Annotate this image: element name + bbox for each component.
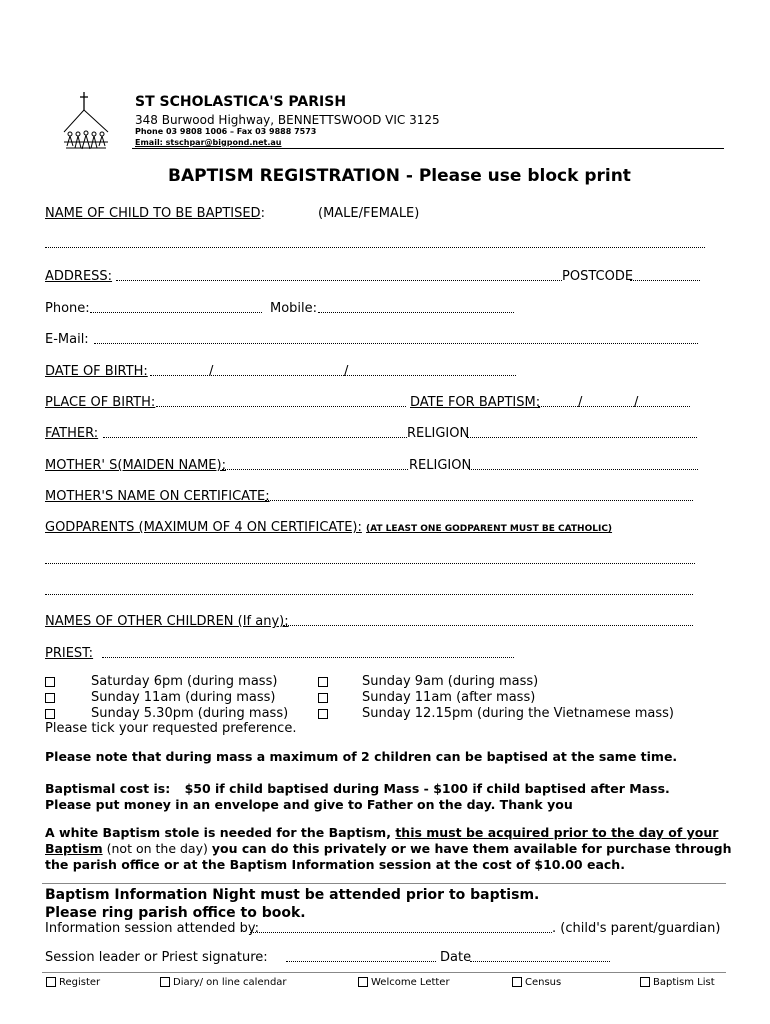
father-label: FATHER:: [45, 426, 99, 441]
other-children-field[interactable]: [283, 625, 693, 626]
stole-line-2: [45, 841, 732, 856]
mother-label: MOTHER' S(MAIDEN NAME):: [45, 458, 226, 473]
office-check-diary[interactable]: [160, 977, 287, 988]
mother-field[interactable]: [222, 469, 408, 470]
checkbox-icon[interactable]: [160, 977, 170, 987]
child-name-field[interactable]: [45, 247, 705, 248]
stole-line-1: [45, 825, 718, 840]
dob-field[interactable]: [150, 375, 516, 376]
max-children-note: Please note that during mass a maximum of 2 children can be baptised at the same time.: [45, 749, 678, 764]
pob-label: PLACE OF BIRTH:: [45, 395, 156, 410]
mother-cert-label: MOTHER'S NAME ON CERTIFICATE:: [45, 489, 270, 504]
godparents-row: [45, 520, 612, 535]
mother-religion-field[interactable]: [469, 469, 698, 470]
mass-option-right-1-label: Sunday 9am (during mass): [362, 674, 539, 689]
address-label: ADDRESS:: [45, 269, 113, 284]
stole-text-underlined-1: this must be acquired prior to the day of your: [395, 825, 719, 840]
father-field[interactable]: [103, 437, 407, 438]
signature-label: Session leader or Priest signature:: [45, 950, 268, 965]
header-rule: [132, 148, 724, 149]
tick-note: Please tick your requested preference.: [45, 721, 297, 736]
signature-field[interactable]: [286, 961, 436, 962]
office-check-census[interactable]: [512, 977, 561, 988]
office-check-welcome-label: Welcome Letter: [371, 977, 450, 988]
cost-text: $50 if child baptised during Mass - $100 if child baptised after Mass.: [184, 781, 670, 796]
mass-option-right-1[interactable]: [318, 674, 539, 689]
mass-option-left-2[interactable]: [45, 690, 276, 705]
stole-line-3: the parish office or at the Baptism Information session at the cost of $10.00 each.: [45, 857, 625, 872]
info-night-line-2: Please ring parish office to book.: [45, 905, 306, 921]
parish-logo: [60, 90, 120, 156]
checkbox-icon[interactable]: [318, 677, 328, 687]
office-check-baptism-list[interactable]: [640, 977, 715, 988]
mobile-label: Mobile:: [270, 301, 318, 316]
stole-text-c: you can do this privately or we have them available for purchase through: [211, 841, 732, 856]
mass-option-left-1-label: Saturday 6pm (during mass): [91, 674, 278, 689]
godparents-note: (AT LEAST ONE GODPARENT MUST BE CATHOLIC): [366, 524, 613, 534]
phone-label: Phone:: [45, 301, 90, 316]
mass-option-left-1[interactable]: [45, 674, 278, 689]
office-check-register[interactable]: [46, 977, 100, 988]
pob-field[interactable]: [156, 406, 406, 407]
postcode-label: POSTCODE: [562, 269, 634, 284]
info-night-rule: [42, 883, 726, 884]
parish-phone-fax: Phone 03 9808 1006 – Fax 03 9888 7573: [135, 127, 317, 136]
address-field[interactable]: [116, 280, 562, 281]
date-label: Date: [440, 950, 472, 965]
mass-option-right-3[interactable]: [318, 706, 674, 721]
office-rule: [42, 972, 726, 973]
info-night-line-1: Baptism Information Night must be attended prior to baptism.: [45, 887, 540, 903]
office-check-welcome[interactable]: [358, 977, 450, 988]
checkbox-icon[interactable]: [318, 693, 328, 703]
stole-text-underlined-2: Baptism: [45, 841, 103, 856]
office-check-diary-label: Diary/ on line calendar: [173, 977, 287, 988]
form-title: BAPTISM REGISTRATION - Please use block print: [168, 166, 631, 186]
email-field[interactable]: [94, 343, 698, 344]
date-for-baptism-field[interactable]: [538, 406, 690, 407]
mobile-field[interactable]: [318, 312, 514, 313]
mass-option-right-3-label: Sunday 12.15pm (during the Vietnamese mass): [362, 706, 674, 721]
date-field[interactable]: [470, 961, 610, 962]
parent-guardian-label: . (child's parent/guardian): [552, 921, 721, 936]
checkbox-icon[interactable]: [512, 977, 522, 987]
mother-cert-field[interactable]: [265, 500, 693, 501]
checkbox-icon[interactable]: [45, 677, 55, 687]
postcode-field[interactable]: [630, 280, 700, 281]
dob-sep2: /: [344, 364, 349, 379]
checkbox-icon[interactable]: [358, 977, 368, 987]
email-label: E-Mail:: [45, 332, 89, 347]
godparents-field-2[interactable]: [45, 594, 693, 595]
child-name-colon: :: [260, 206, 265, 221]
checkbox-icon[interactable]: [640, 977, 650, 987]
checkbox-icon[interactable]: [46, 977, 56, 987]
checkbox-icon[interactable]: [318, 709, 328, 719]
office-check-census-label: Census: [525, 977, 562, 988]
mass-option-left-3[interactable]: [45, 706, 289, 721]
mass-option-left-2-label: Sunday 11am (during mass): [91, 690, 276, 705]
office-check-baptism-list-label: Baptism List: [653, 977, 715, 988]
cost-label: Baptismal cost is:: [45, 781, 171, 796]
money-note: Please put money in an envelope and give to Father on the day. Thank you: [45, 797, 573, 812]
child-name-row: [45, 206, 265, 221]
father-religion-label: RELIGION: [407, 426, 470, 441]
date-for-baptism-label: DATE FOR BAPTISM:: [410, 395, 541, 410]
parish-address: 348 Burwood Highway, BENNETTSWOOD VIC 3125: [135, 113, 440, 127]
checkbox-icon[interactable]: [45, 693, 55, 703]
stole-text-b: (not on the day): [106, 841, 208, 856]
mass-option-right-2[interactable]: [318, 690, 536, 705]
parish-name: ST SCHOLASTICA'S PARISH: [135, 94, 347, 110]
baptism-date-sep2: /: [634, 395, 639, 410]
priest-field[interactable]: [102, 657, 514, 658]
phone-field[interactable]: [90, 312, 262, 313]
parish-email[interactable]: Email: stschpar@bigpond.net.au: [135, 138, 282, 147]
priest-label: PRIEST:: [45, 646, 94, 661]
mother-religion-label: RELIGION: [409, 458, 472, 473]
male-female-label: (MALE/FEMALE): [318, 206, 420, 221]
dob-sep1: /: [209, 364, 214, 379]
cost-row: [45, 781, 670, 796]
godparents-field-1[interactable]: [45, 563, 695, 564]
other-children-label: NAMES OF OTHER CHILDREN (If any):: [45, 614, 289, 629]
session-attended-field[interactable]: [250, 932, 552, 933]
dob-label: DATE OF BIRTH:: [45, 364, 148, 379]
father-religion-field[interactable]: [467, 437, 697, 438]
mass-option-right-2-label: Sunday 11am (after mass): [362, 690, 536, 705]
checkbox-icon[interactable]: [45, 709, 55, 719]
office-check-register-label: Register: [59, 977, 101, 988]
mass-option-left-3-label: Sunday 5.30pm (during mass): [91, 706, 289, 721]
session-attended-label: Information session attended by:: [45, 921, 260, 936]
child-name-label: NAME OF CHILD TO BE BAPTISED: [45, 206, 261, 221]
baptism-date-sep1: /: [578, 395, 583, 410]
stole-text-a: A white Baptism stole is needed for the Baptism,: [45, 825, 391, 840]
godparents-label: GODPARENTS (MAXIMUM OF 4 ON CERTIFICATE):: [45, 520, 362, 535]
